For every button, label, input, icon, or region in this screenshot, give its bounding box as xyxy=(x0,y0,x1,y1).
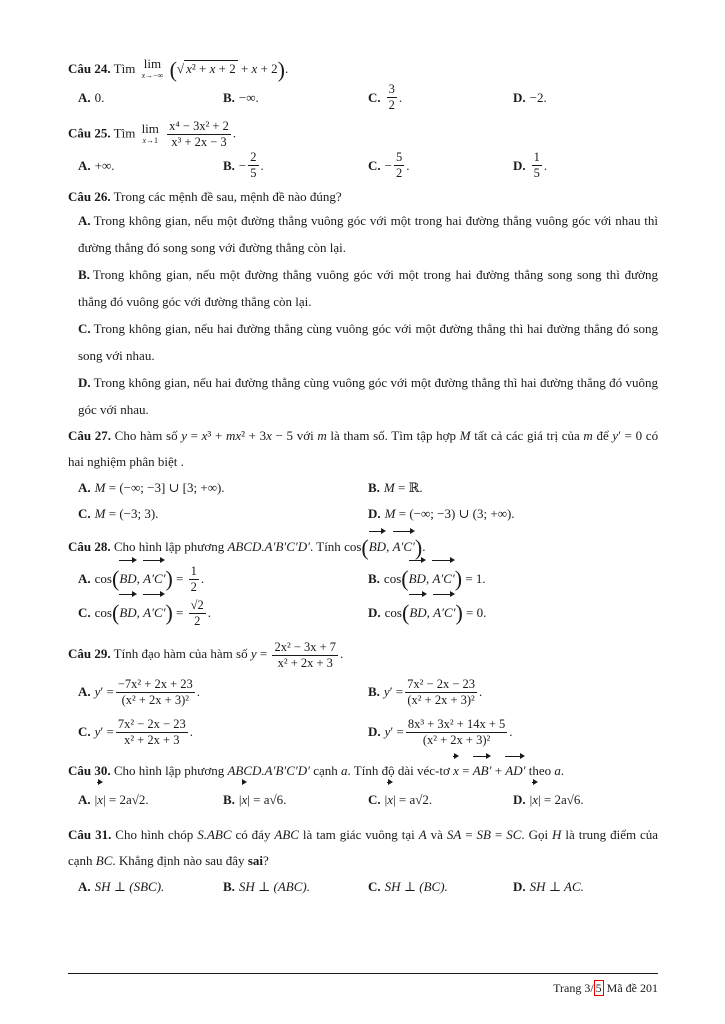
option-a[interactable]: A. | x | = 2a√2. xyxy=(78,784,223,816)
exam-page xyxy=(68,58,658,900)
option-d[interactable]: D. SH ⊥ AC. xyxy=(513,879,584,895)
answers-31 xyxy=(78,874,658,900)
option-c[interactable]: C. Trong không gian, nếu hai đường thẳng cùng vuông góc với một đường thẳng thì hai đường thẳng đó song song với nhau. xyxy=(78,321,658,363)
option-c[interactable]: C. SH ⊥ (BC). xyxy=(368,879,448,895)
answers-27-row1 xyxy=(78,475,658,501)
option-b[interactable]: B. SH ⊥ (ABC). xyxy=(223,879,310,895)
answers-24 xyxy=(78,82,658,113)
question-24: Câu 24. Tìm lim x→−∞ (√ x² + x + 2 + x + 2). xyxy=(68,56,289,82)
option-a[interactable]: A. cos ( BD , A′C′ ) = $\frac{1}{2}$ . xyxy=(78,562,368,596)
option-b[interactable]: B. − $\frac{2}{5}$ . xyxy=(223,150,264,180)
question-28: Câu 28. Cho hình lập phương ABCD.A′B′C′D′. Tính cos(BD, A′C′). xyxy=(68,533,658,562)
question-25: Câu 25. Tìm lim x→1 $\frac{\text{x⁴ − 3x² + 2}}{\text{x³ + 2x − 3}}$ . xyxy=(68,119,237,149)
option-b[interactable]: B. y ′ = $\frac{\text{7x² − 2x − 23}}{\text{(x² + 2x + 3)²}}$ . xyxy=(368,676,483,707)
question-30: Câu 30. Cho hình lập phương ABCD.A′B′C′D′ cạnh a. Tính độ dài véc-tơ x = AB′ + AD′ theo a. xyxy=(68,758,658,784)
option-c[interactable]: C. cos ( BD , A′C′ ) = $\frac{√2}{2}$ . xyxy=(78,596,368,630)
option-a[interactable]: A. Trong không gian, nếu một đường thẳng vuông góc với một trong hai đường thẳng vuông góc với nhau thì đường thẳng đó song song với đường thẳng còn lại. xyxy=(78,213,658,255)
option-b[interactable]: B. | x | = a√6. xyxy=(223,784,368,816)
question-26: Câu 26. Trong các mệnh đề sau, mệnh đề nào đúng? xyxy=(68,189,342,204)
answers-25 xyxy=(78,150,658,181)
option-d[interactable]: D. y ′ = $\frac{\text{8x³ + 3x² + 14x + 5}}{\text{(x² + 2x + 3)²}}$ . xyxy=(368,716,513,747)
question-31: Câu 31. Cho hình chóp S.ABC có đáy ABC là tam giác vuông tại A và SA = SB = SC. Gọi H là trung điểm của cạnh BC. Khẳng định nào sau đây sai? xyxy=(68,827,659,869)
option-c[interactable]: C. M = (−3; 3). xyxy=(78,506,159,521)
option-d[interactable]: D. M = (−∞; −3) ∪ (3; +∞). xyxy=(368,506,515,521)
option-c[interactable]: C. | x | = a√2. xyxy=(368,784,513,816)
option-a[interactable]: A. SH ⊥ (SBC). xyxy=(78,879,165,895)
option-d[interactable]: D. cos ( BD , A′C′ ) = 0. xyxy=(368,596,658,630)
option-c[interactable]: C. − $\frac{5}{2}$ . xyxy=(368,150,410,180)
answers-30 xyxy=(78,784,658,816)
option-b[interactable]: B. cos ( BD , A′C′ ) = 1. xyxy=(368,562,658,596)
option-a[interactable]: A. y ′ = $\frac{\text{−7x² + 2x + 23}}{\text{(x² + 2x + 3)²}}$ . xyxy=(78,676,201,707)
option-d[interactable]: D. Trong không gian, nếu hai đường thẳng cùng vuông góc với một đường thẳng thì hai đường thẳng đó vuông góc với nhau. xyxy=(78,375,658,417)
option-a[interactable]: A. 0. xyxy=(78,89,105,105)
answers-28-row2 xyxy=(78,596,658,630)
question-29: Câu 29. Tính đạo hàm của hàm số y = $\frac{\text{2x² − 3x + 7}}{\text{x² + 2x + 3}}$ . xyxy=(68,639,344,670)
option-c[interactable]: C. $\frac{3}{2}$ . xyxy=(368,82,403,112)
option-b[interactable]: B. M = ℝ. xyxy=(368,480,423,495)
option-b[interactable]: B. Trong không gian, nếu một đường thẳng vuông góc với một trong hai đường thẳng song song thì đường thẳng đó vuông góc với đường thẳng còn lại. xyxy=(78,267,658,309)
option-a[interactable]: A. M = (−∞; −3] ∪ [3; +∞). xyxy=(78,480,225,495)
question-27: Câu 27. Cho hàm số y = x³ + mx² + 3x − 5 với m là tham số. Tìm tập hợp M tất cả các giá trị của m để y′ = 0 có hai nghiệm phân biệt . xyxy=(68,428,659,469)
option-a[interactable]: A. +∞. xyxy=(78,157,115,173)
question-label: Câu 24. xyxy=(68,60,111,76)
page-total-box: 5 xyxy=(595,981,602,995)
option-d[interactable]: D. $\frac{1}{5}$ . xyxy=(513,150,548,180)
answers-29-row2 xyxy=(78,712,658,752)
option-d[interactable]: D. −2. xyxy=(513,89,547,105)
option-c[interactable]: C. y ′ = $\frac{\text{7x² − 2x − 23}}{\text{x² + 2x + 3}}$ . xyxy=(78,716,193,747)
page-footer: Trang 3/ 5 Mã đề 201 xyxy=(553,981,658,995)
answers-27-row2 xyxy=(78,501,658,527)
option-b[interactable]: B. −∞. xyxy=(223,89,259,105)
answers-29-row1 xyxy=(78,672,658,712)
option-d[interactable]: D. | x | = 2a√6. xyxy=(513,784,658,816)
limit-operator: lim x→−∞ xyxy=(141,56,164,80)
footer-divider xyxy=(68,973,658,974)
